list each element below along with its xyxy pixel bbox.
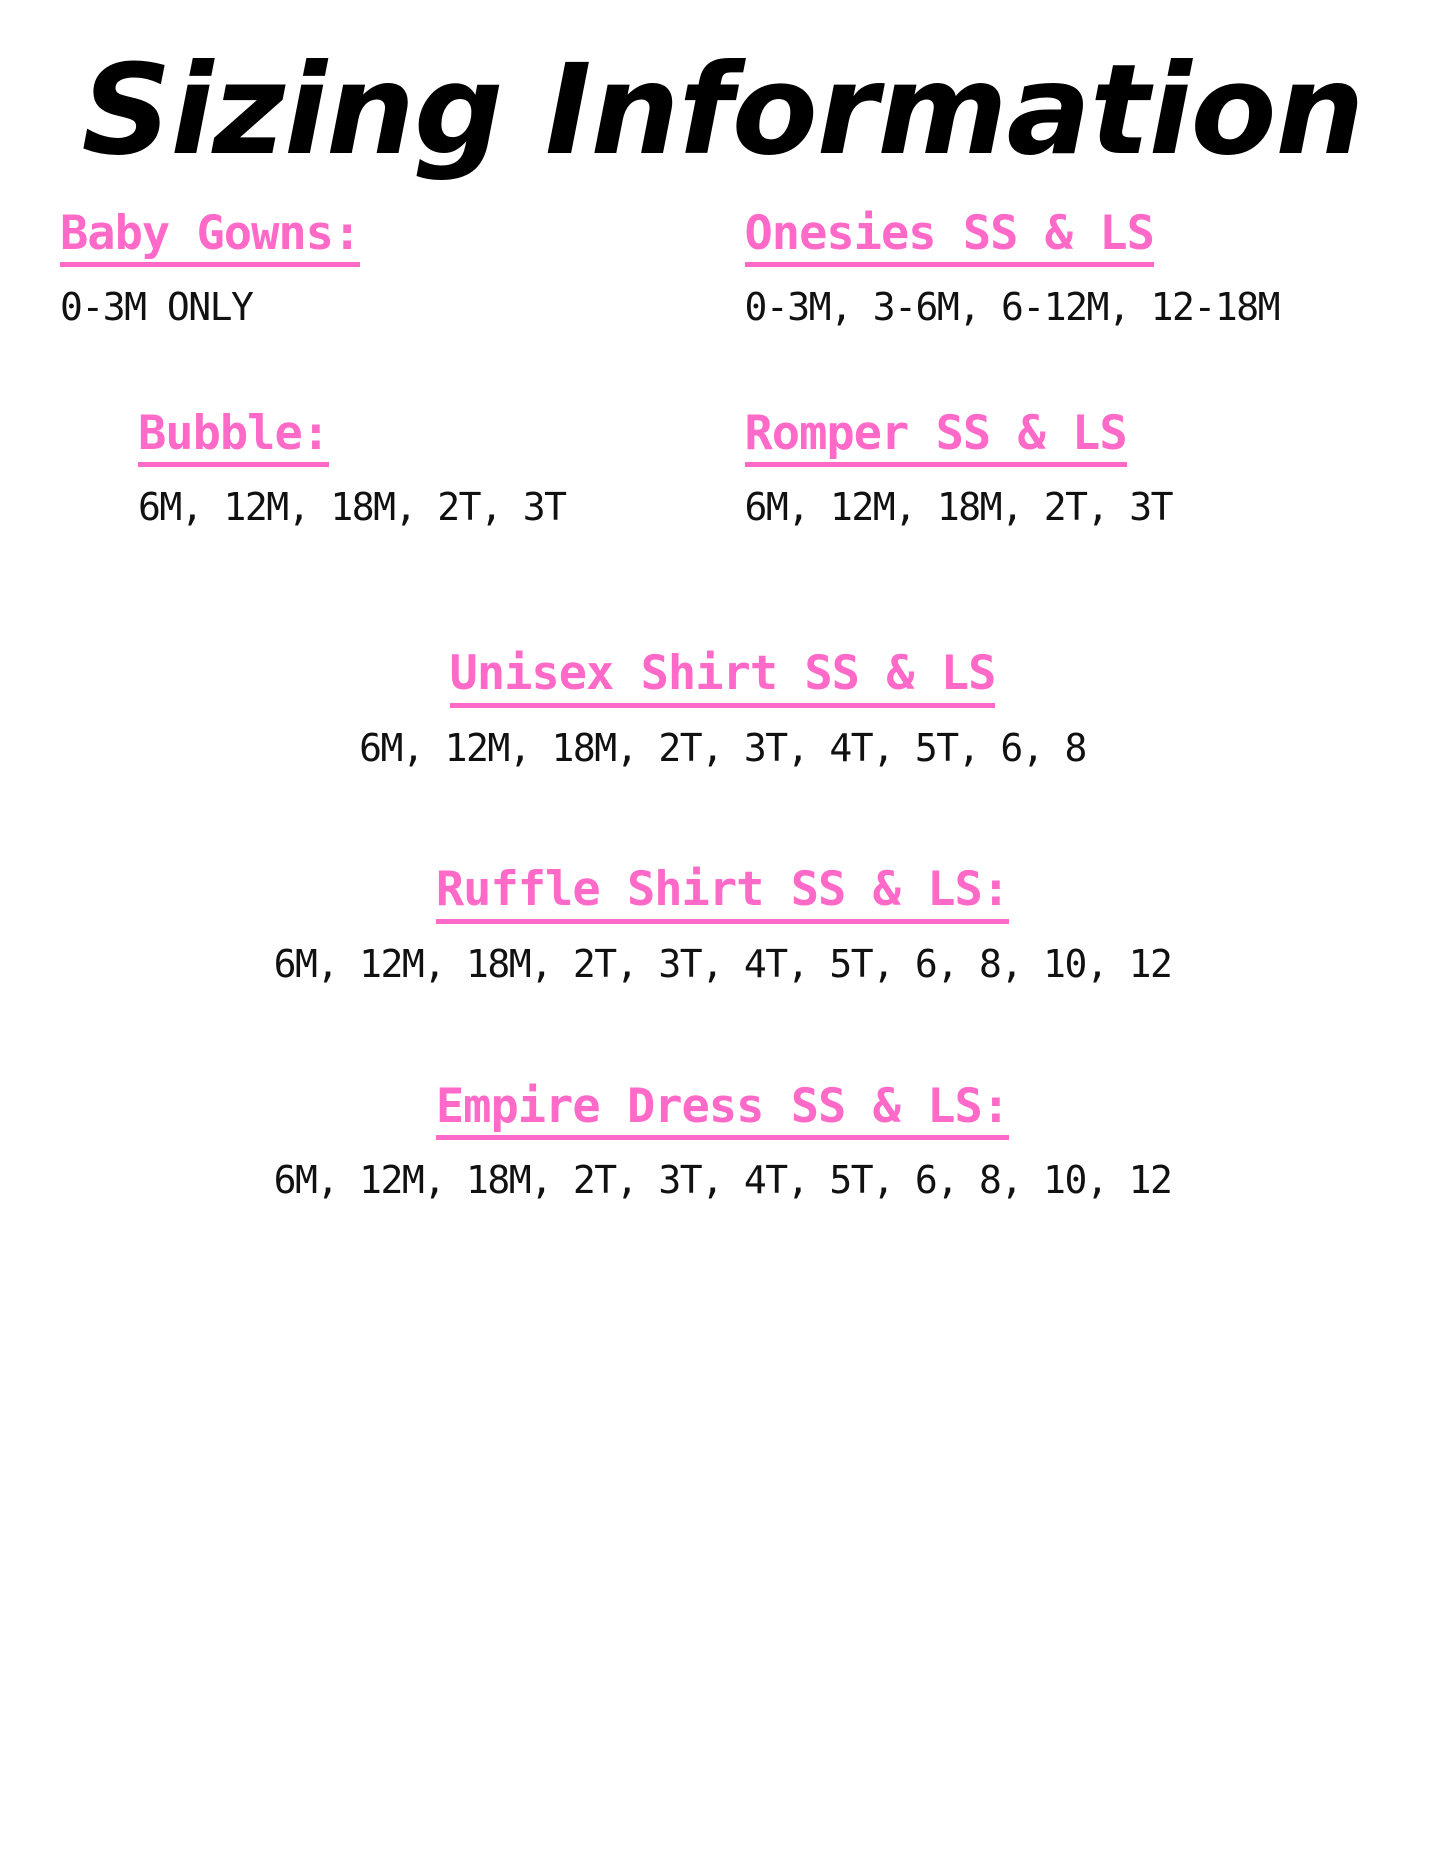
section-row-1 (60, 206, 1385, 330)
section-unisex-shirt (60, 646, 1385, 770)
empire-dress-sizes: 6M, 12M, 18M, 2T, 3T, 4T, 5T, 6, 8, 10, 12 (273, 1157, 1172, 1202)
unisex-shirt-sizes: 6M, 12M, 18M, 2T, 3T, 4T, 5T, 6, 8 (359, 725, 1086, 770)
romper-heading: Romper SS & LS (745, 409, 1127, 467)
onesies-heading: Onesies SS & LS (745, 209, 1154, 267)
section-onesies (723, 206, 1386, 330)
section-romper (723, 406, 1386, 530)
baby-gowns-heading: Baby Gowns: (60, 209, 360, 267)
ruffle-shirt-sizes: 6M, 12M, 18M, 2T, 3T, 4T, 5T, 6, 8, 10, 12 (273, 941, 1172, 986)
section-ruffle-shirt (60, 862, 1385, 986)
bubble-sizes: 6M, 12M, 18M, 2T, 3T (138, 485, 566, 530)
section-baby-gowns (60, 206, 723, 330)
ruffle-shirt-heading: Ruffle Shirt SS & LS: (436, 865, 1009, 923)
section-row-2 (60, 406, 1385, 530)
section-empire-dress (60, 1078, 1385, 1202)
page-title: Sizing Information (81, 38, 1364, 183)
bubble-heading: Bubble: (138, 409, 329, 467)
onesies-sizes: 0-3M, 3-6M, 6-12M, 12-18M (744, 285, 1279, 330)
empire-dress-heading: Empire Dress SS & LS: (436, 1082, 1009, 1140)
baby-gowns-sizes: 0-3M ONLY (60, 285, 253, 330)
romper-sizes: 6M, 12M, 18M, 2T, 3T (744, 485, 1173, 530)
unisex-shirt-heading: Unisex Shirt SS & LS (450, 649, 996, 707)
section-bubble (60, 406, 723, 530)
